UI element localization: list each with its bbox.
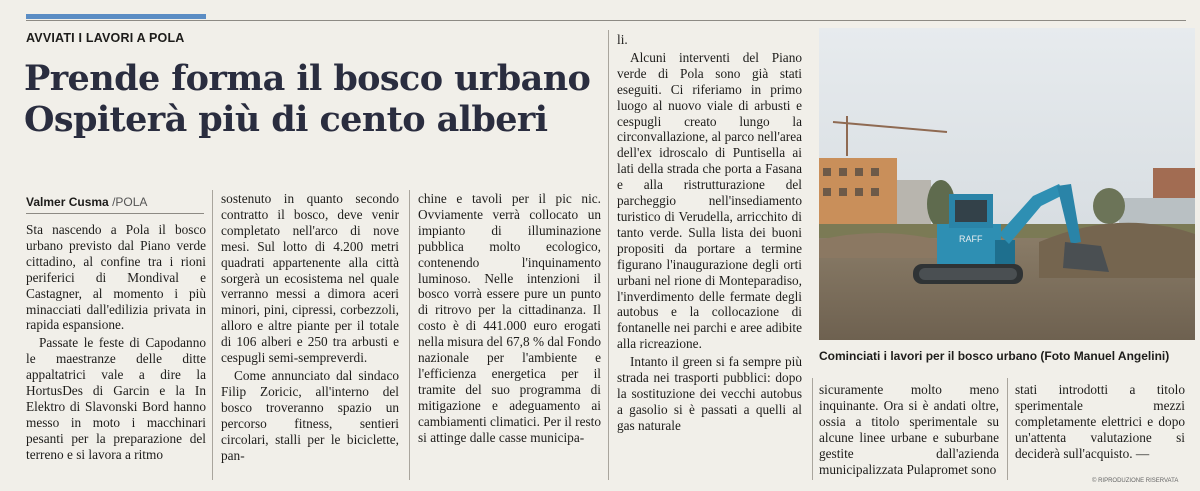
paragraph: stati introdotti a titolo sperimentale mezzi completamente elettrici e dopo un'attenta valutazione si deciderà sull'acquisto. — — [1015, 382, 1185, 461]
paragraph: Come annunciato dal sindaco Filip Zoricic, all'interno del bosco troveranno spazio un percorso fitness, sentieri circolari, stalli per le biciclette, pan- — [221, 367, 399, 463]
paragraph: chine e tavoli per il pic nic. Ovviamente verrà collocato un impianto di illuminazione pubblica molto ecologico, contenendo l'inquinamento luminoso. Nelle intenzioni il bosco vorrà essere pure un punto di ritrovo per la cittadinanza. Il costo è di 441.000 euro erogati nella misura del 67,8 % dal Fondo nazionale per l'ambiente e l'efficienza energetica per il tramite del suo programma di mitigazione e adeguamento ai cambiamenti climatici. Per il resto si attinge dalle casse municipa- — [418, 191, 601, 445]
photo-caption: Cominciati i lavori per il bosco urbano (Foto Manuel Angelini) — [819, 349, 1170, 363]
excavator-construction-photo — [819, 28, 1195, 340]
column-divider — [212, 190, 213, 480]
paragraph: Intanto il green si fa sempre più strada nei trasporti pubblici: dopo la sostituzione dei vecchi autobus a gasolio si è passati a quelli al gas naturale — [617, 354, 802, 433]
column-divider — [1007, 378, 1008, 480]
svg-text:RAFF: RAFF — [959, 234, 983, 244]
byline — [26, 195, 147, 209]
column-divider — [409, 190, 410, 480]
paragraph: sostenuto in quanto secondo contratto il bosco, deve venir completato nell'arco di nove mesi. Sul lotto di 4.200 metri quadrati appartenente alla città sorgerà un ecosistema nel quale verranno messi a dimora aceri minori, pini, cipressi, corbezzoli, alloro e altre piante per il totale di 106 alberi e 250 tra arbusti e cespugli semi-sempreverdi. — [221, 191, 399, 366]
paragraph: li. — [617, 32, 628, 47]
article-column-2 — [221, 191, 399, 463]
article-column-3 — [418, 191, 601, 446]
paragraph: Sta nascendo a Pola il bosco urbano previsto dal Piano verde cittadino, al confine tra i rioni periferici di Mondival e Castagner, al momento i più minacciati dall'edilizia privata in rapida espansione. — [26, 222, 206, 333]
kicker: AVVIATI I LAVORI A POLA — [26, 31, 185, 45]
byline-separator: / — [112, 195, 116, 209]
column-divider — [812, 378, 813, 480]
byline-place: POLA — [115, 195, 148, 209]
article-column-1 — [26, 222, 206, 463]
article-column-6 — [819, 382, 999, 477]
headline-line-1: Prende forma il bosco urbano — [24, 58, 591, 99]
article-column-4 — [617, 32, 802, 434]
headline — [24, 58, 624, 140]
copyright-notice: © RIPRODUZIONE RISERVATA — [1092, 478, 1179, 484]
top-rule — [26, 20, 1186, 21]
column-divider — [608, 30, 609, 480]
paragraph: sicuramente molto meno inquinante. Ora si è andati oltre, ossia a titolo sperimentale su alcune linee urbane e suburbane gestite dall'azienda municipalizzata Pulapromet sono — [819, 382, 999, 477]
article-column-7 — [1015, 382, 1185, 462]
paragraph: Alcuni interventi del Piano verde di Pola sono già stati eseguiti. Ci riferiamo in primo luogo al nuovo viale di arbusti e cespugli creato lungo la circonvallazione, al parco nell'area dell'ex idroscalo di Puntisella ai lati della strada che porta a Fasana e alla ristrutturazione del parcheggio nell'insediamento turistico di Verudella, arricchito di tanto verde. Sulla lista dei buoni propositi da portare a termine figurano l'inaugurazione degli orti urbani nel rione di Monteparadiso, l'inverdimento delle fermate degli autobus e la collocazione di fontanelle nei parchi e aree adibite alla ricreazione. — [617, 49, 802, 352]
section-accent-bar — [26, 14, 206, 19]
headline-line-2: Ospiterà più di cento alberi — [24, 99, 548, 140]
paragraph: Passate le feste di Capodanno le maestranze delle ditte appaltatrici vale a dire la HortusDes di Garcin e la In Elektro di Slavonski Bord hanno messo in moto i macchinari pesanti per la preparazione del terreno e si lavora a ritmo — [26, 335, 206, 462]
news-photo — [819, 28, 1195, 340]
byline-author: Valmer Cusma — [26, 195, 109, 209]
byline-rule — [26, 213, 204, 214]
